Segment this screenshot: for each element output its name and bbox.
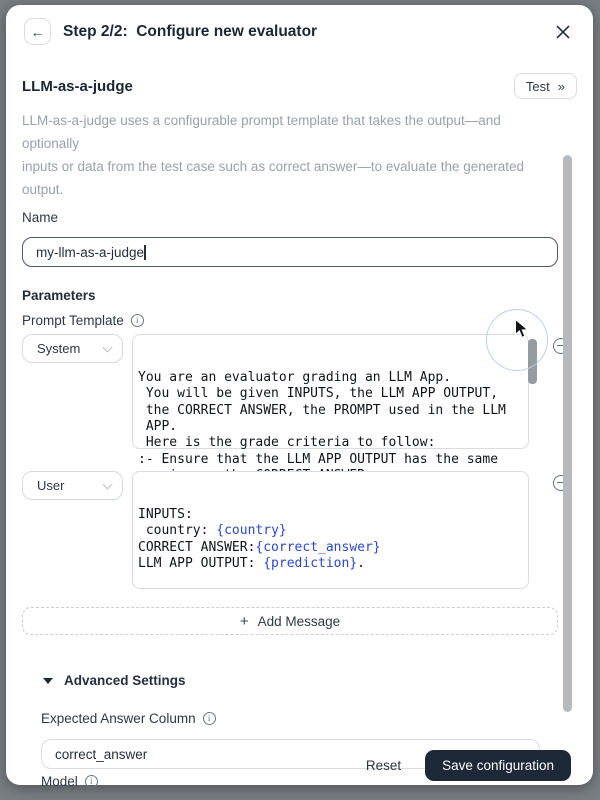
- info-icon[interactable]: i: [131, 314, 144, 327]
- role-select-system[interactable]: [22, 334, 123, 363]
- test-button-label: Test: [525, 78, 550, 94]
- prompt-line: INPUTS:: [138, 506, 193, 522]
- caret-down-icon: [43, 678, 53, 684]
- description-line: LLM-as-a-judge uses a configurable prompt template that takes the output—and optionally: [22, 113, 501, 151]
- prompt-line: CORRECT ANSWER:{correct_answer}: [138, 539, 381, 555]
- system-prompt-textarea[interactable]: [132, 334, 529, 467]
- modal-scrollbar-thumb[interactable]: [563, 155, 572, 712]
- close-button[interactable]: [555, 24, 571, 40]
- test-button[interactable]: [514, 73, 577, 99]
- expected-answer-label: Expected Answer Column: [41, 711, 196, 726]
- chevron-down-icon: [103, 344, 112, 353]
- reset-button[interactable]: Reset: [365, 758, 402, 773]
- role-select-label: User: [37, 478, 65, 493]
- prompt-line: the CORRECT ANSWER, the PROMPT used in the LLM: [138, 402, 506, 418]
- prompt-template-label: Prompt Template: [22, 313, 124, 328]
- name-label: Name: [22, 210, 59, 225]
- add-message-button[interactable]: [22, 607, 558, 635]
- prompt-line: APP.: [138, 419, 178, 435]
- chevron-down-icon: [103, 481, 112, 490]
- text-caret: [144, 245, 146, 260]
- add-message-label: Add Message: [257, 613, 341, 629]
- evaluator-description: [22, 109, 552, 201]
- model-label: Model: [41, 774, 78, 789]
- save-configuration-button[interactable]: Save configuration: [425, 750, 571, 781]
- name-field-wrap: [22, 237, 558, 267]
- prompt-template-row: [22, 313, 593, 328]
- modal-footer: [6, 750, 593, 781]
- evaluator-title: LLM-as-a-judge: [22, 77, 133, 95]
- description-line: inputs or data from the test case such as correct answer—to evaluate the generated output.: [22, 159, 525, 197]
- advanced-settings-label: Advanced Settings: [64, 673, 186, 688]
- advanced-settings-toggle[interactable]: [43, 673, 593, 688]
- expected-answer-row: [41, 711, 593, 726]
- configure-evaluator-modal: [6, 5, 593, 789]
- back-button[interactable]: [24, 18, 51, 45]
- prompt-line: You will be given INPUTS, the LLM APP OUTPUT,: [138, 386, 499, 402]
- prompt-line: Here is the grade criteria to follow:: [138, 435, 436, 451]
- info-icon[interactable]: i: [85, 775, 98, 788]
- double-chevron-right-icon: »: [557, 78, 565, 94]
- name-input[interactable]: [22, 237, 558, 267]
- role-select-user[interactable]: [22, 471, 123, 500]
- user-prompt-textarea[interactable]: [132, 471, 529, 589]
- parameters-label: Parameters: [22, 288, 96, 303]
- message-row-system: [22, 334, 593, 467]
- modal-header: [22, 5, 593, 45]
- back-arrow-icon: ←: [30, 23, 45, 40]
- prompt-line: You are an evaluator grading an LLM App.: [138, 369, 452, 385]
- role-select-label: System: [37, 341, 81, 356]
- modal-title: Step 2/2: Configure new evaluator: [63, 22, 318, 40]
- evaluator-title-row: [22, 73, 593, 99]
- prompt-line: :- Ensure that the LLM APP OUTPUT has the same: [138, 451, 499, 467]
- plus-icon: +: [239, 612, 249, 630]
- prompt-line: LLM APP OUTPUT: {prediction}.: [138, 556, 365, 572]
- info-icon[interactable]: i: [203, 712, 216, 725]
- prompt-line: country: {country}: [138, 523, 287, 539]
- message-row-user: [22, 471, 593, 589]
- close-icon: [556, 25, 570, 39]
- textarea-scrollbar-thumb[interactable]: [528, 339, 537, 384]
